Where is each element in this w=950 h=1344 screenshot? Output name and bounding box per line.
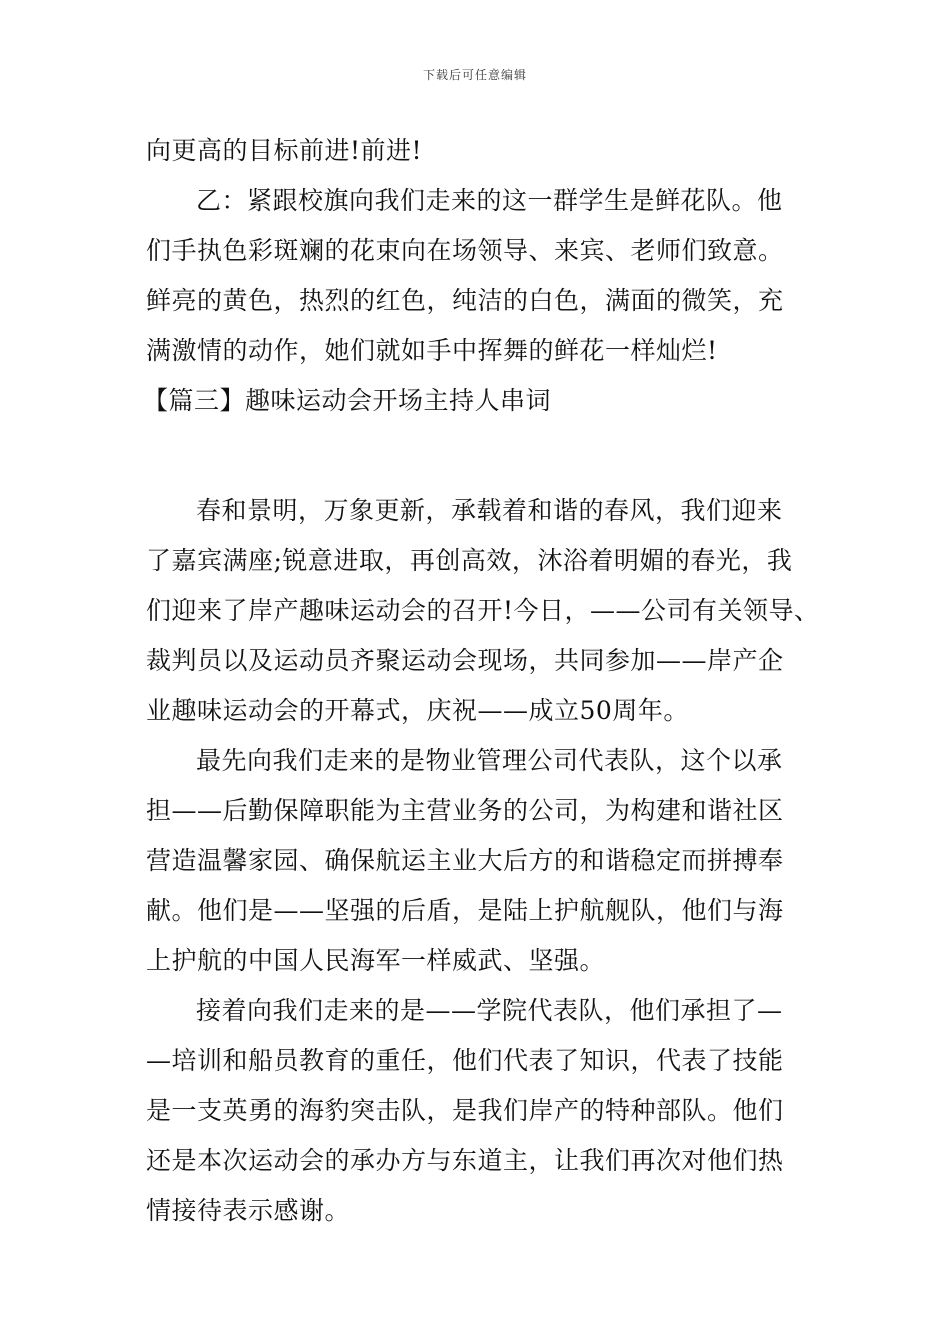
- paragraph-flower-team: [146, 176, 818, 376]
- text-line: 满激情的动作，她们就如手中挥舞的鲜花一样灿烂!: [146, 336, 718, 365]
- text-line: 营造温馨家园、确保航运主业大后方的和谐稳定而拼搏奉: [146, 846, 784, 875]
- text-line: —培训和船员教育的重任，他们代表了知识，代表了技能: [146, 1046, 784, 1075]
- text-line: 鲜亮的黄色，热烈的红色，纯洁的白色，满面的微笑，充: [146, 286, 784, 315]
- paragraph-college-team: [146, 986, 818, 1236]
- text-line: 向更高的目标前进!前进!: [146, 136, 423, 165]
- text-line: 春和景明，万象更新，承载着和谐的春风，我们迎来: [196, 496, 783, 525]
- section-heading: [143, 376, 818, 426]
- page-header: 下载后可任意编辑: [422, 68, 527, 82]
- blank-space: [146, 426, 818, 486]
- text-line: 接着向我们走来的是——学院代表队，他们承担了—: [196, 996, 783, 1025]
- paragraph-continuation: [146, 126, 818, 176]
- section-title: 【篇三】趣味运动会开场主持人串词: [143, 386, 552, 415]
- text-line: 们迎来了岸产趣味运动会的召开!今日，——公司有关领导、: [146, 596, 820, 625]
- document-body: [143, 126, 820, 1236]
- text-line: 乙：紧跟校旗向我们走来的这一群学生是鲜花队。他: [196, 186, 783, 215]
- text-line: 还是本次运动会的承办方与东道主，让我们再次对他们热: [146, 1146, 784, 1175]
- text-line: 裁判员以及运动员齐聚运动会现场，共同参加——岸产企: [146, 646, 784, 675]
- text-line: 最先向我们走来的是物业管理公司代表队，这个以承: [196, 746, 783, 775]
- text-line: 情接待表示感谢。: [146, 1196, 351, 1225]
- text-line: 是一支英勇的海豹突击队，是我们岸产的特种部队。他们: [146, 1096, 784, 1125]
- text-line: 担——后勤保障职能为主营业务的公司，为构建和谐社区: [146, 796, 784, 825]
- paragraph-property-team: [146, 736, 818, 986]
- paragraph-opening: [146, 486, 818, 736]
- text-line: 业趣味运动会的开幕式，庆祝——成立50周年。: [146, 696, 689, 725]
- text-line: 们手执色彩斑斓的花束向在场领导、来宾、老师们致意。: [146, 236, 784, 265]
- text-line: 上护航的中国人民海军一样威武、坚强。: [146, 946, 606, 975]
- text-line: 了嘉宾满座;锐意进取，再创高效，沐浴着明媚的春光，我: [146, 546, 793, 575]
- text-line: 献。他们是——坚强的后盾，是陆上护航舰队，他们与海: [146, 896, 784, 925]
